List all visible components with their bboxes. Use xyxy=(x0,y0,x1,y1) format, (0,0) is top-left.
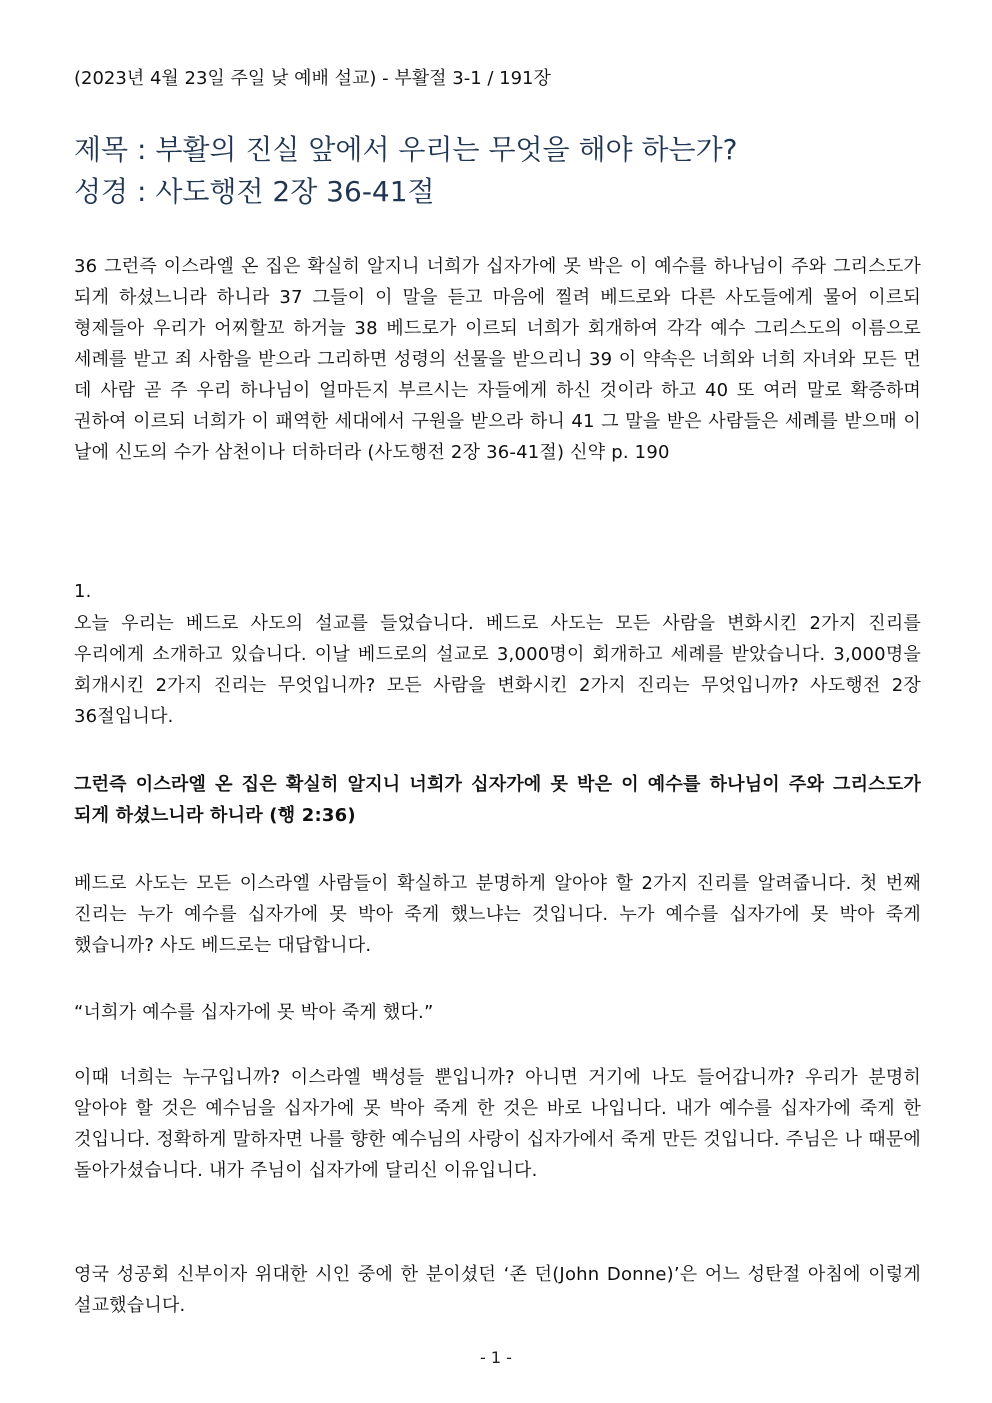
sermon-info-header: (2023년 4월 23일 주일 낮 예배 설교) - 부활절 3-1 / 191장 xyxy=(74,68,551,89)
body-paragraph: 베드로 사도는 모든 이스라엘 사람들이 확실하고 분명하게 알아야 할 2가지 진리를 알려줍니다. 첫 번째 진리는 누가 예수를 십자가에 못 박아 죽게 했느냐는 것입니다. 누가 예수를 십자가에 못 박아 죽게 했습니까? 사도 베드로는 대답합니다. xyxy=(74,873,921,956)
quoted-sentence: “너희가 예수를 십자가에 못 박아 죽게 했다.” xyxy=(74,1002,434,1023)
body-paragraph: 영국 성공회 신부이자 위대한 시인 중에 한 분이셨던 ‘존 던(John Donne)’은 어느 성탄절 아침에 이렇게 설교했습니다. xyxy=(74,1264,921,1316)
section-number: 1. xyxy=(74,581,92,602)
sermon-title: 제목 : 부활의 진실 앞에서 우리는 무엇을 해야 하는가? xyxy=(74,133,738,166)
page-number: - 1 - xyxy=(480,1348,512,1367)
bold-scripture-quote: 그런즉 이스라엘 온 집은 확실히 알지니 너희가 십자가에 못 박은 이 예수를 하나님이 주와 그리스도가 되게 하셨느니라 하니라 (행 2:36) xyxy=(74,774,921,826)
scripture-passage: 36 그런즉 이스라엘 온 집은 확실히 알지니 너희가 십자가에 못 박은 이 예수를 하나님이 주와 그리스도가 되게 하셨느니라 하니라 37 그들이 이 말을 듣고 마음에 찔려 베드로와 다른 사도들에게 물어 이르되 형제들아 우리가 어찌할꼬 하거늘 38 베드로가 이르되 너희가 회개하여 각각 예수 그리스도의 이름으로 세례를 받고 죄 사함을 받으라 그리하면 성령의 선물을 받으리니 39 이 약속은 너희와 너희 자녀와 모든 먼 데 사람 곧 주 우리 하나님이 얼마든지 부르시는 자들에게 하신 것이라 하고 40 또 여러 말로 확증하며 권하여 이르되 너희가 이 패역한 세대에서 구원을 받으라 하니 41 그 말을 받은 사람들은 세례를 받으매 이 날에 신도의 수가 삼천이나 더하더라 (사도행전 2장 36-41절) 신약 p. 190 xyxy=(74,256,921,463)
body-paragraph: 이때 너희는 누구입니까? 이스라엘 백성들 뿐입니까? 아니면 거기에 나도 들어갑니까? 우리가 분명히 알아야 할 것은 예수님을 십자가에 못 박아 죽게 한 것은 바로 나입니다. 내가 예수를 십자가에 죽게 한 것입니다. 정확하게 말하자면 나를 향한 예수님의 사랑이 십자가에서 죽게 만든 것입니다. 주님은 나 때문에 돌아가셨습니다. 내가 주님이 십자가에 달리신 이유입니다. xyxy=(74,1067,921,1181)
body-paragraph: 오늘 우리는 베드로 사도의 설교를 들었습니다. 베드로 사도는 모든 사람을 변화시킨 2가지 진리를 우리에게 소개하고 있습니다. 이날 베드로의 설교로 3,000명이 회개하고 세례를 받았습니다. 3,000명을 회개시킨 2가지 진리는 무엇입니까? 모든 사람을 변화시킨 2가지 진리는 무엇입니까? 사도행전 2장 36절입니다. xyxy=(74,613,921,727)
scripture-reference: 성경 : 사도행전 2장 36-41절 xyxy=(74,175,435,208)
